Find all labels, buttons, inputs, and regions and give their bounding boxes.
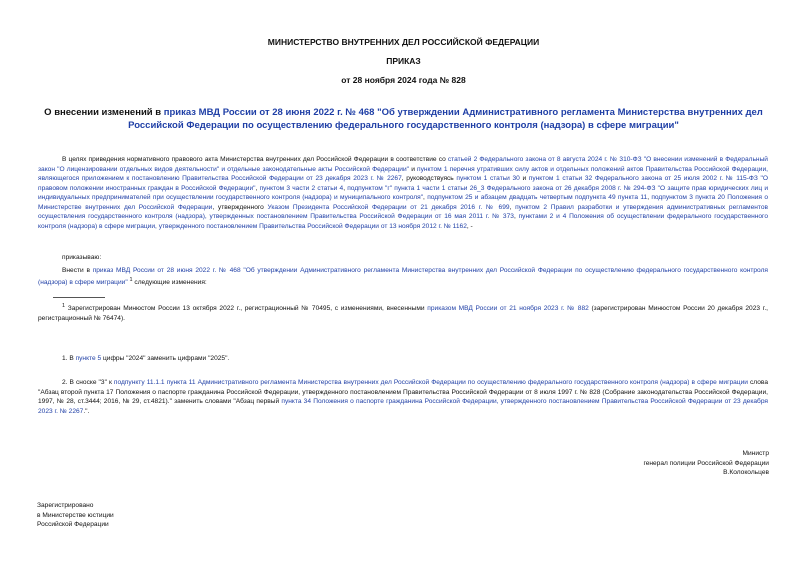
preamble-text: , утвержденного <box>212 203 268 211</box>
preamble-text: , <box>513 213 519 220</box>
footnote-marker: 1 <box>62 303 66 309</box>
item-link[interactable]: пункта 34 Положения о паспорте гражданина Российской Федерации, утвержденного постановлением Правительства Российской Федерации от 23 декабря 2023 г. № 2267 <box>38 398 768 415</box>
preamble-text: , <box>255 184 260 192</box>
preamble-link[interactable]: подпунктом 3 пункта 20 Положения о Министерстве внутренних дел Российской Федерации <box>38 194 768 211</box>
preamble-text: , <box>343 184 348 192</box>
item-text: 1. В <box>62 355 76 362</box>
preamble-link[interactable]: подпунктом 25 и абзацем двадцать четвертым подпункта 49 пункта 11 <box>427 194 648 201</box>
signature-rank: генерал полиции Российской Федерации <box>643 459 769 467</box>
item-text: .". <box>83 407 90 415</box>
preamble-link[interactable]: пунктом 3 части 2 статьи 4 <box>259 184 344 192</box>
intro-link[interactable]: приказ МВД России от 28 июня 2022 г. № 468 "Об утверждении Административного регламента Министерства внутренних дел Российской Федерации по осуществлению федерального государственного контроля (надзора) в сфере миграции" <box>38 267 769 286</box>
signature-name: В.Колокольцев <box>723 469 769 476</box>
doc-date-heading: от 28 ноября 2024 года № 828 <box>341 75 466 85</box>
preamble-link[interactable]: Указом Президента Российской Федерации от 21 декабря 2016 г. № 699 <box>267 203 510 211</box>
footnote-link[interactable]: приказом МВД России от 21 ноября 2023 г. № 882 <box>427 305 589 313</box>
preamble-link[interactable]: статьей 2 Федерального закона от 8 августа 2024 г. № 310-ФЗ "О внесении изменений в Федеральный закон "О лицензировании отдельных видов деятельности" и отдельные законодательные акты Российской Федерации" <box>38 156 768 173</box>
footnote-paragraph <box>38 302 768 323</box>
footnote-divider <box>53 297 105 298</box>
preamble-link[interactable]: пунктом 2 Правил разработки и утверждения административных регламентов осуществления государственного контроля (надзора), утвержденных постановлением Правительства Российской Федерации от 16 мая 2011 г. № 373 <box>38 203 768 220</box>
registration-line-2: в Министерстве юстиции <box>37 511 114 519</box>
preamble-link[interactable]: подпунктом "г" пункта 1 части 1 статьи 26_3 Федерального закона от 26 декабря 2008 г. № 294-ФЗ "О защите прав юридических лиц и индивидуальных предпринимателей при осуществлении государственного контроля (надзора) и муниципального контроля" <box>38 184 769 201</box>
footnote-text: Зарегистрирован Минюстом России 13 октября 2022 г., регистрационный № 70495, с изменениями, внесенными <box>65 305 428 313</box>
order-title <box>40 106 767 132</box>
preamble-text: и <box>519 175 529 182</box>
item-2 <box>38 378 768 416</box>
preamble-text: , - <box>466 222 473 230</box>
footnote-text: (зарегистрирован Минюстом России 20 декабря 2023 г., регистрационный № 76474). <box>38 305 768 322</box>
registration-line-3: Российской Федерации <box>37 521 109 528</box>
item-link[interactable]: подпункту 11.1.1 пункта 11 Административного регламента Министерства внутренних дел Российской Федерации по осуществлению федерального государственного контроля (надзора) в сфере миграции <box>113 379 748 386</box>
preamble-link[interactable]: пунктом 1 статьи 30 <box>456 175 520 182</box>
preamble-text: , <box>509 203 516 211</box>
item-text: слова "Абзац второй пункта 17 Положения о паспорте гражданина Российской Федерации, утвержденного постановлением Правительства Российской Федерации от 8 июля 1997 г. № 828 (Собрание законодательства Российской Федерации, 1997, № 28, ст.3444; 2016, № 29, ст.4821)." заменить словами "Абзац первый <box>38 379 768 405</box>
preamble-link[interactable]: пунктами 2 и 4 Положения об осуществлении федерального государственного контроля (надзора) в сфере миграции, утвержденного постановлением Правительства Российской Федерации от 13 ноября 2012 г. № 1162 <box>38 213 768 230</box>
registration-line-1: Зарегистрировано <box>37 502 94 509</box>
preamble-text: и <box>409 165 418 173</box>
order-word: приказываю: <box>62 254 102 261</box>
item-1 <box>62 354 229 364</box>
preamble-link[interactable]: пунктом 1 перечня утративших силу актов и отдельных положений актов Правительства Российской Федерации, являющегося приложением к постановлению Правительства Российской Федерации от 23 декабря 2023 г. № 2267 <box>38 165 768 182</box>
preamble-text: , руководствуясь <box>401 175 457 182</box>
ministry-heading: МИНИСТЕРСТВО ВНУТРЕННИХ ДЕЛ РОССИЙСКОЙ ФЕДЕРАЦИИ <box>267 37 540 47</box>
intro-paragraph <box>38 266 768 287</box>
intro-text: Внести в <box>62 267 93 274</box>
item-text: 2. В сноске "3" к <box>62 379 114 386</box>
footnote-marker: 1 <box>129 276 133 283</box>
preamble-text: , <box>647 194 652 201</box>
item-link[interactable]: пункте 5 <box>75 355 102 362</box>
title-link[interactable]: приказ МВД России от 28 июня 2022 г. № 468 "Об утверждении Административного регламента Министерства внутренних дел Российской Федерации по осуществлению федерального государственного контроля (надзора) в сфере миграции" <box>128 107 763 131</box>
preamble-paragraph <box>38 155 768 231</box>
intro-text: следующие изменения: <box>132 278 207 286</box>
doc-type-heading: ПРИКАЗ <box>386 56 421 66</box>
preamble-text: , <box>423 194 428 201</box>
signature-position: Министр <box>742 450 769 457</box>
preamble-text: В целях приведения нормативного правового акта Министерства внутренних дел Российской Федерации в соответствие со <box>62 156 448 163</box>
item-text: цифры "2024" заменить цифрами "2025". <box>101 355 230 362</box>
preamble-link[interactable]: пунктом 1 статьи 32 Федерального закона от 25 июля 2002 г. № 115-ФЗ "О правовом положении иностранных граждан в Российской Федерации" <box>38 175 769 192</box>
title-prefix: О внесении изменений в <box>44 107 164 118</box>
